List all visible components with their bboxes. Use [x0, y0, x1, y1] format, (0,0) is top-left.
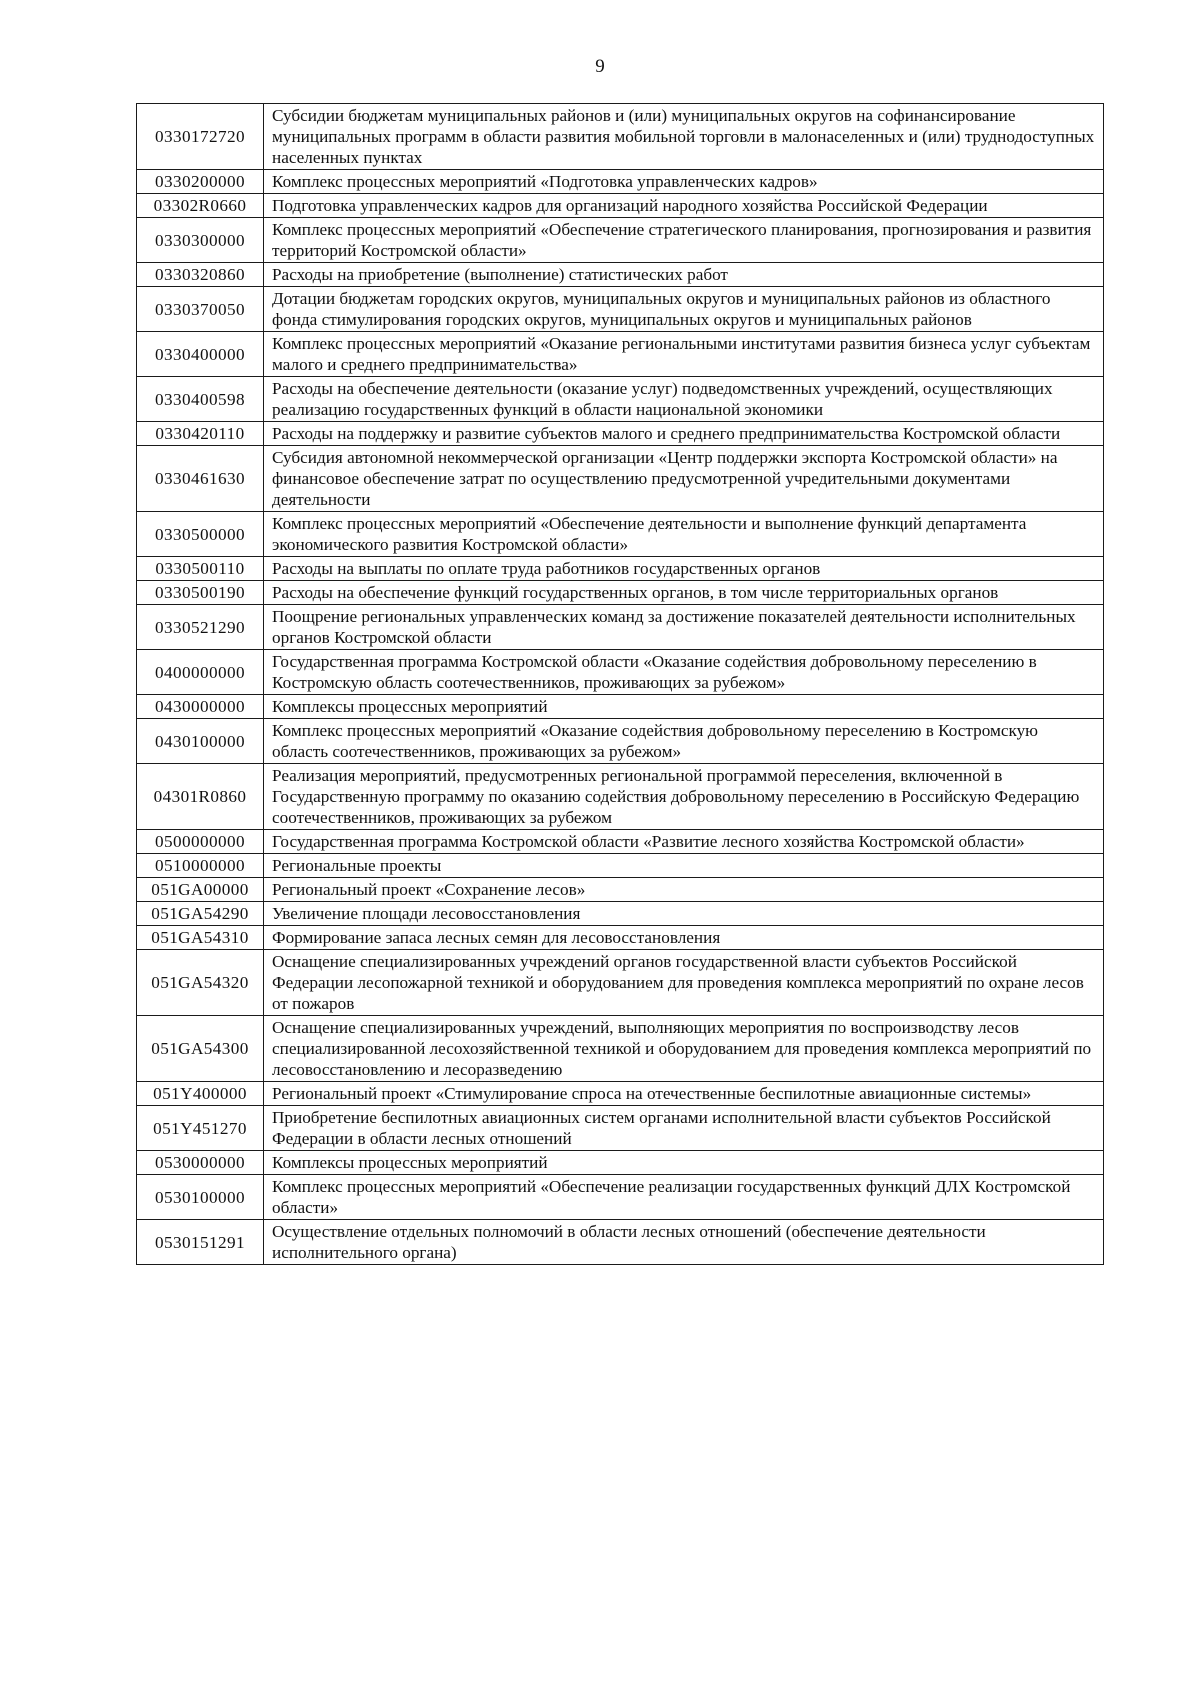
row-description: Комплекс процессных мероприятий «Обеспечение деятельности и выполнение функций департамента экономического развития Костромской области»	[264, 512, 1104, 557]
table-body	[137, 104, 1104, 1265]
row-code: 051Y400000	[137, 1082, 264, 1106]
table-row	[137, 263, 1104, 287]
row-description: Расходы на обеспечение функций государственных органов, в том числе территориальных органов	[264, 581, 1104, 605]
row-description: Осуществление отдельных полномочий в области лесных отношений (обеспечение деятельности исполнительного органа)	[264, 1220, 1104, 1265]
row-description: Расходы на выплаты по оплате труда работников государственных органов	[264, 557, 1104, 581]
row-code: 0330500110	[137, 557, 264, 581]
row-description: Субсидия автономной некоммерческой организации «Центр поддержки экспорта Костромской области» на финансовое обеспечение затрат по осуществлению предусмотренной учредительными документами деятельности	[264, 446, 1104, 512]
row-description: Комплекс процессных мероприятий «Обеспечение стратегического планирования, прогнозирования и развития территорий Костромской области»	[264, 218, 1104, 263]
row-code: 04301R0860	[137, 764, 264, 830]
table-row	[137, 830, 1104, 854]
table-row	[137, 1016, 1104, 1082]
table-row	[137, 446, 1104, 512]
row-description: Комплекс процессных мероприятий «Обеспечение реализации государственных функций ДЛХ Костромской области»	[264, 1175, 1104, 1220]
row-description: Государственная программа Костромской области «Развитие лесного хозяйства Костромской области»	[264, 830, 1104, 854]
row-code: 0330300000	[137, 218, 264, 263]
table-row	[137, 1175, 1104, 1220]
row-description: Подготовка управленческих кадров для организаций народного хозяйства Российской Федерации	[264, 194, 1104, 218]
table-row	[137, 854, 1104, 878]
row-code: 0330200000	[137, 170, 264, 194]
row-description: Расходы на поддержку и развитие субъектов малого и среднего предпринимательства Костромской области	[264, 422, 1104, 446]
row-description: Расходы на приобретение (выполнение) статистических работ	[264, 263, 1104, 287]
row-code: 0330420110	[137, 422, 264, 446]
table-row	[137, 926, 1104, 950]
table-row	[137, 104, 1104, 170]
row-code: 0330500190	[137, 581, 264, 605]
row-description: Комплекс процессных мероприятий «Оказание содействия добровольному переселению в Костромскую область соотечественников, проживающих за рубежом»	[264, 719, 1104, 764]
page-number: 9	[595, 56, 605, 77]
table-row	[137, 1082, 1104, 1106]
table-row	[137, 1151, 1104, 1175]
row-code: 0330172720	[137, 104, 264, 170]
table-row	[137, 557, 1104, 581]
table-row	[137, 650, 1104, 695]
row-code: 0530100000	[137, 1175, 264, 1220]
row-code: 0330370050	[137, 287, 264, 332]
row-code: 0330400598	[137, 377, 264, 422]
row-description: Расходы на обеспечение деятельности (оказание услуг) подведомственных учреждений, осуществляющих реализацию государственных функций в области национальной экономики	[264, 377, 1104, 422]
row-description: Региональный проект «Сохранение лесов»	[264, 878, 1104, 902]
row-code: 0430100000	[137, 719, 264, 764]
table-row	[137, 902, 1104, 926]
row-description: Оснащение специализированных учреждений органов государственной власти субъектов Российской Федерации лесопожарной техникой и оборудованием для проведения комплекса мероприятий по охране лесов от пожаров	[264, 950, 1104, 1016]
row-code: 051GA54300	[137, 1016, 264, 1082]
table-row	[137, 878, 1104, 902]
table-row	[137, 170, 1104, 194]
table-row	[137, 332, 1104, 377]
row-code: 051GA54290	[137, 902, 264, 926]
row-code: 0530000000	[137, 1151, 264, 1175]
row-description: Государственная программа Костромской области «Оказание содействия добровольному переселению в Костромскую область соотечественников, проживающих за рубежом»	[264, 650, 1104, 695]
row-code: 0330521290	[137, 605, 264, 650]
row-code: 0330500000	[137, 512, 264, 557]
table-row	[137, 218, 1104, 263]
table-row	[137, 377, 1104, 422]
table-row	[137, 287, 1104, 332]
row-description: Комплексы процессных мероприятий	[264, 1151, 1104, 1175]
table-row	[137, 719, 1104, 764]
row-code: 0530151291	[137, 1220, 264, 1265]
table-row	[137, 605, 1104, 650]
table-row	[137, 422, 1104, 446]
row-code: 051GA54320	[137, 950, 264, 1016]
row-code: 0430000000	[137, 695, 264, 719]
row-description: Комплекс процессных мероприятий «Оказание региональными институтами развития бизнеса услуг субъектам малого и среднего предпринимательства»	[264, 332, 1104, 377]
row-code: 0400000000	[137, 650, 264, 695]
row-description: Комплекс процессных мероприятий «Подготовка управленческих кадров»	[264, 170, 1104, 194]
row-description: Поощрение региональных управленческих команд за достижение показателей деятельности исполнительных органов Костромской области	[264, 605, 1104, 650]
row-description: Комплексы процессных мероприятий	[264, 695, 1104, 719]
row-description: Формирование запаса лесных семян для лесовосстановления	[264, 926, 1104, 950]
row-code: 0330461630	[137, 446, 264, 512]
row-code: 0500000000	[137, 830, 264, 854]
row-code: 051GA00000	[137, 878, 264, 902]
table-row	[137, 764, 1104, 830]
row-description: Приобретение беспилотных авиационных систем органами исполнительной власти субъектов Российской Федерации в области лесных отношений	[264, 1106, 1104, 1151]
row-code: 0330400000	[137, 332, 264, 377]
row-code: 051Y451270	[137, 1106, 264, 1151]
row-code: 0510000000	[137, 854, 264, 878]
row-code: 051GA54310	[137, 926, 264, 950]
table-row	[137, 950, 1104, 1016]
row-description: Региональный проект «Стимулирование спроса на отечественные беспилотные авиационные системы»	[264, 1082, 1104, 1106]
table-row	[137, 695, 1104, 719]
row-description: Региональные проекты	[264, 854, 1104, 878]
table-row	[137, 1220, 1104, 1265]
row-code: 03302R0660	[137, 194, 264, 218]
row-description: Субсидии бюджетам муниципальных районов и (или) муниципальных округов на софинансирование муниципальных программ в области развития мобильной торговли в малонаселенных и (или) труднодоступных населенных пунктах	[264, 104, 1104, 170]
table-row	[137, 581, 1104, 605]
table-row	[137, 194, 1104, 218]
row-description: Реализация мероприятий, предусмотренных региональной программой переселения, включенной в Государственную программу по оказанию содействия добровольному переселению в Российскую Федерацию соотечественников, проживающих за рубежом	[264, 764, 1104, 830]
row-description: Оснащение специализированных учреждений, выполняющих мероприятия по воспроизводству лесов специализированной лесохозяйственной техникой и оборудованием для проведения комплекса мероприятий по лесовосстановлению и лесоразведению	[264, 1016, 1104, 1082]
table-row	[137, 512, 1104, 557]
row-description: Дотации бюджетам городских округов, муниципальных округов и муниципальных районов из областного фонда стимулирования городских округов, муниципальных округов и муниципальных районов	[264, 287, 1104, 332]
table-row	[137, 1106, 1104, 1151]
row-code: 0330320860	[137, 263, 264, 287]
budget-code-table	[136, 103, 1104, 1265]
row-description: Увеличение площади лесовосстановления	[264, 902, 1104, 926]
